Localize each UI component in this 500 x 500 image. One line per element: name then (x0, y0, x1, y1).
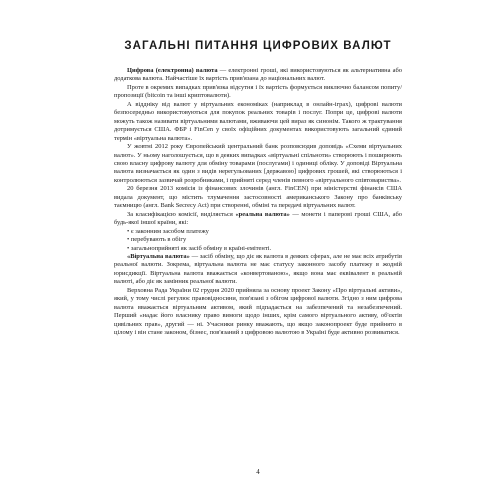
paragraph-definition (114, 67, 402, 84)
page-number: 4 (256, 468, 260, 476)
paragraph-4: У жовтні 2012 року Європейський центральний банк розповсюдив доповідь «Схеми віртуальних валют». У ньому наголошується, що в деяких випадках «віртуальні спільноти» створюють і поширюють свою власну цифрову валюту для обміну товарами (послугами) і одиниці обліку. У доповіді Віртуальна валюта визначається як один з видів нерегульованих [державою] цифрових грошей, які створюються і контролюються зазвичай розробниками, і прийняті серед членів певного «віртуального співтовариства». (114, 143, 402, 184)
term-digital-currency: Цифрова (електронна) валюта (127, 67, 218, 74)
paragraph-5: 20 березня 2013 комісія із фінансових злочинів (англ. FinCEN) при міністерстві фінансів США видала документ, що містить тлумачення застосовності американського Закону про банківську таємницю (англ. Bank Secrecy Act) при створенні, обміні та передачі віртуальних валют. (114, 185, 402, 210)
definition-text: — електронні гроші, які використовуються як альтернативна або додаткова валюта. Найчастіше їх вартість прив'язана до національних валют. (114, 67, 402, 83)
body-text (114, 67, 402, 338)
paragraph-8: Верховна Рада України 02 грудня 2020 прийняла за основу проект Закону «Про віртуальні активи», який, у тому числі регулює правовідносини, пов'язані з обігом цифрової валюти. Згідно з ним цифрова валюта вважається віртуальним активом, який підпадається на забезпечений та незабезпечений. Перший «надає його власнику право вимоги щодо інших, крім самого віртуального активу, об'єктів цивільних прав», другий — ні. Учасники ринку вважають, що якщо законопроект буде прийнято в цілому і він стане законом, бізнес, пов'язаний з цифровою валютою в Україні буде активно розвиватися. (114, 286, 402, 337)
list-item: • є законним засобом платежу (127, 227, 209, 235)
page-title: ЗАГАЛЬНІ ПИТАННЯ ЦИФРОВИХ ВАЛЮТ (124, 40, 392, 52)
paragraph-3: А віддніку від валют у віртуальних економіках (наприклад в онлайн-іграх), цифрові валюти безпосередньо використовуються для покупок реальних товарів і послуг. Попри це, цифрові валюти можуть також називати віртуальними валютами, вживаючи цей вираз як синонім. Такого ж трактування дотримується США. ФБР і FinCen у своїх офіційних документах використовують загальний єдиний термін «віртуальна валюта». (114, 100, 402, 142)
list-item: • перебувають в обігу (127, 236, 187, 244)
paragraph-7 (114, 253, 402, 287)
paragraph-6 (114, 211, 402, 228)
term-real-currency: «реальна валюта» (235, 210, 290, 218)
virtual-currency-text: — засіб обміну, що діє як валюта в деяких сферах, але не має всіх атрибутів реальної валюти. Зокрема, віртуальна валюта не має статусу законного засобу платежу в жодній юрисдикції. Віртуальна валюта вважається «конвертованою», якщо вона має еквівалент в реальній валюті, або діє як замінник реальної валюти. (114, 252, 402, 286)
classification-intro: За класифікацією комісії, виділяється (127, 210, 236, 218)
paragraph-2: Проте в окремих випадках прив'язка відсутня і їх вартість формується виключно балансом попиту/пропозиції (bitcoin та інші криптовалюти). (114, 83, 402, 100)
classification-rest: — монети і паперові гроші США, або будь-якої іншої країни, які: (114, 210, 402, 227)
list-item: • загальноприйняті як засіб обміну в країні-емітенті. (127, 244, 272, 252)
term-virtual-currency: «Віртуальна валюта» (127, 252, 190, 260)
